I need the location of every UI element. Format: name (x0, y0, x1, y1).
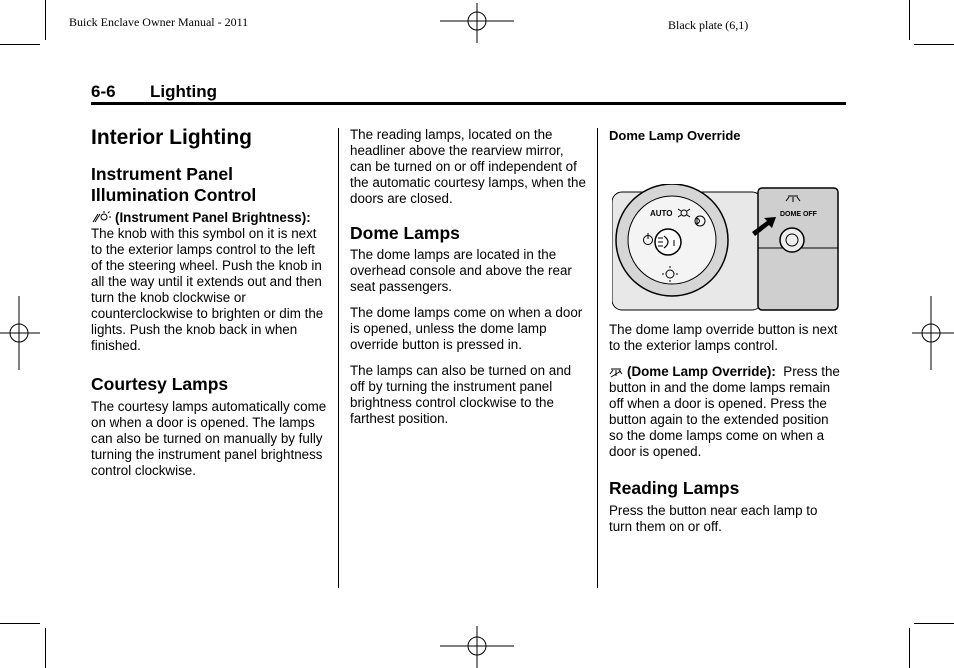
section-heading: Courtesy Lamps (91, 374, 229, 394)
paragraph: The reading lamps, located on the headliner above the rearview mirror, can be turned on or off independent of the automatic courtesy lamps, when the doors are closed. (350, 127, 586, 206)
dome-lamp-override-icon (609, 368, 623, 378)
column-1 (91, 126, 327, 489)
plate-label: Black plate (6,1) (668, 18, 749, 32)
crop-mark (909, 628, 910, 668)
section-heading: Dome Lamps (350, 223, 460, 243)
dome-override-button (780, 228, 804, 252)
paragraph: The dome lamps are located in the overhead console and above the rear seat passengers. (350, 247, 572, 294)
paragraph: The dome lamps come on when a door is opened, unless the dome lamp override button is pressed in. (350, 305, 583, 352)
paragraph (91, 210, 327, 354)
crop-mark (0, 623, 40, 624)
paragraph: The lamps can also be turned on and off by turning the instrument panel brightness control clockwise to the farthest position. (350, 363, 572, 426)
dome-off-label: DOME OFF (780, 211, 817, 218)
crop-mark (45, 0, 46, 40)
registration-mark-icon (440, 3, 514, 43)
registration-mark-icon (912, 296, 954, 370)
crop-mark (909, 0, 910, 40)
crop-mark (914, 623, 954, 624)
lead-label: (Instrument Panel Brightness): (115, 210, 311, 225)
auto-label: AUTO (650, 209, 673, 218)
lead-label: (Dome Lamp Override): (627, 364, 776, 379)
crop-mark (914, 44, 954, 45)
column-divider (597, 128, 598, 588)
paragraph: The dome lamp override button is next to the exterior lamps control. (609, 322, 838, 353)
column-divider (338, 128, 339, 588)
section-heading: Instrument Panel Illumination Control (91, 164, 257, 205)
figure-caption: Dome Lamp Override (609, 128, 741, 143)
paragraph: The courtesy lamps automatically come on when a door is opened. The lamps can also be turned on manually by fully turning the instrument panel brightness control clockwise. (91, 399, 327, 478)
document-title: Buick Enclave Owner Manual - 2011 (69, 15, 249, 29)
body-text: Press the button in and the dome lamps remain off when a door is opened. Press the button again to the extended position so the dome lamps come on when a door is opened. (609, 364, 840, 459)
column-3 (609, 322, 843, 545)
instrument-panel-brightness-icon (91, 210, 111, 224)
section-heading: Reading Lamps (609, 478, 740, 498)
registration-mark-icon (0, 296, 40, 370)
body-text: The knob with this symbol on it is next to the exterior lamps control to the left of the steering wheel. Push the knob in all the way until it extends out and then turn the knob clockwise or counterclockwise to brighten or dim the lights. Push the knob back in when finished. (91, 226, 324, 353)
registration-mark-icon (440, 626, 514, 668)
section-number: 6-6 (91, 82, 116, 101)
column-2 (350, 127, 588, 437)
crop-mark (0, 44, 40, 45)
crop-mark (45, 628, 46, 668)
header-rule (91, 102, 846, 105)
paragraph (609, 364, 843, 460)
section-name: Lighting (150, 82, 218, 101)
paragraph: Press the button near each lamp to turn them on or off. (609, 503, 818, 534)
page-title: Interior Lighting (91, 126, 252, 149)
dome-lamp-control-figure (612, 184, 840, 314)
